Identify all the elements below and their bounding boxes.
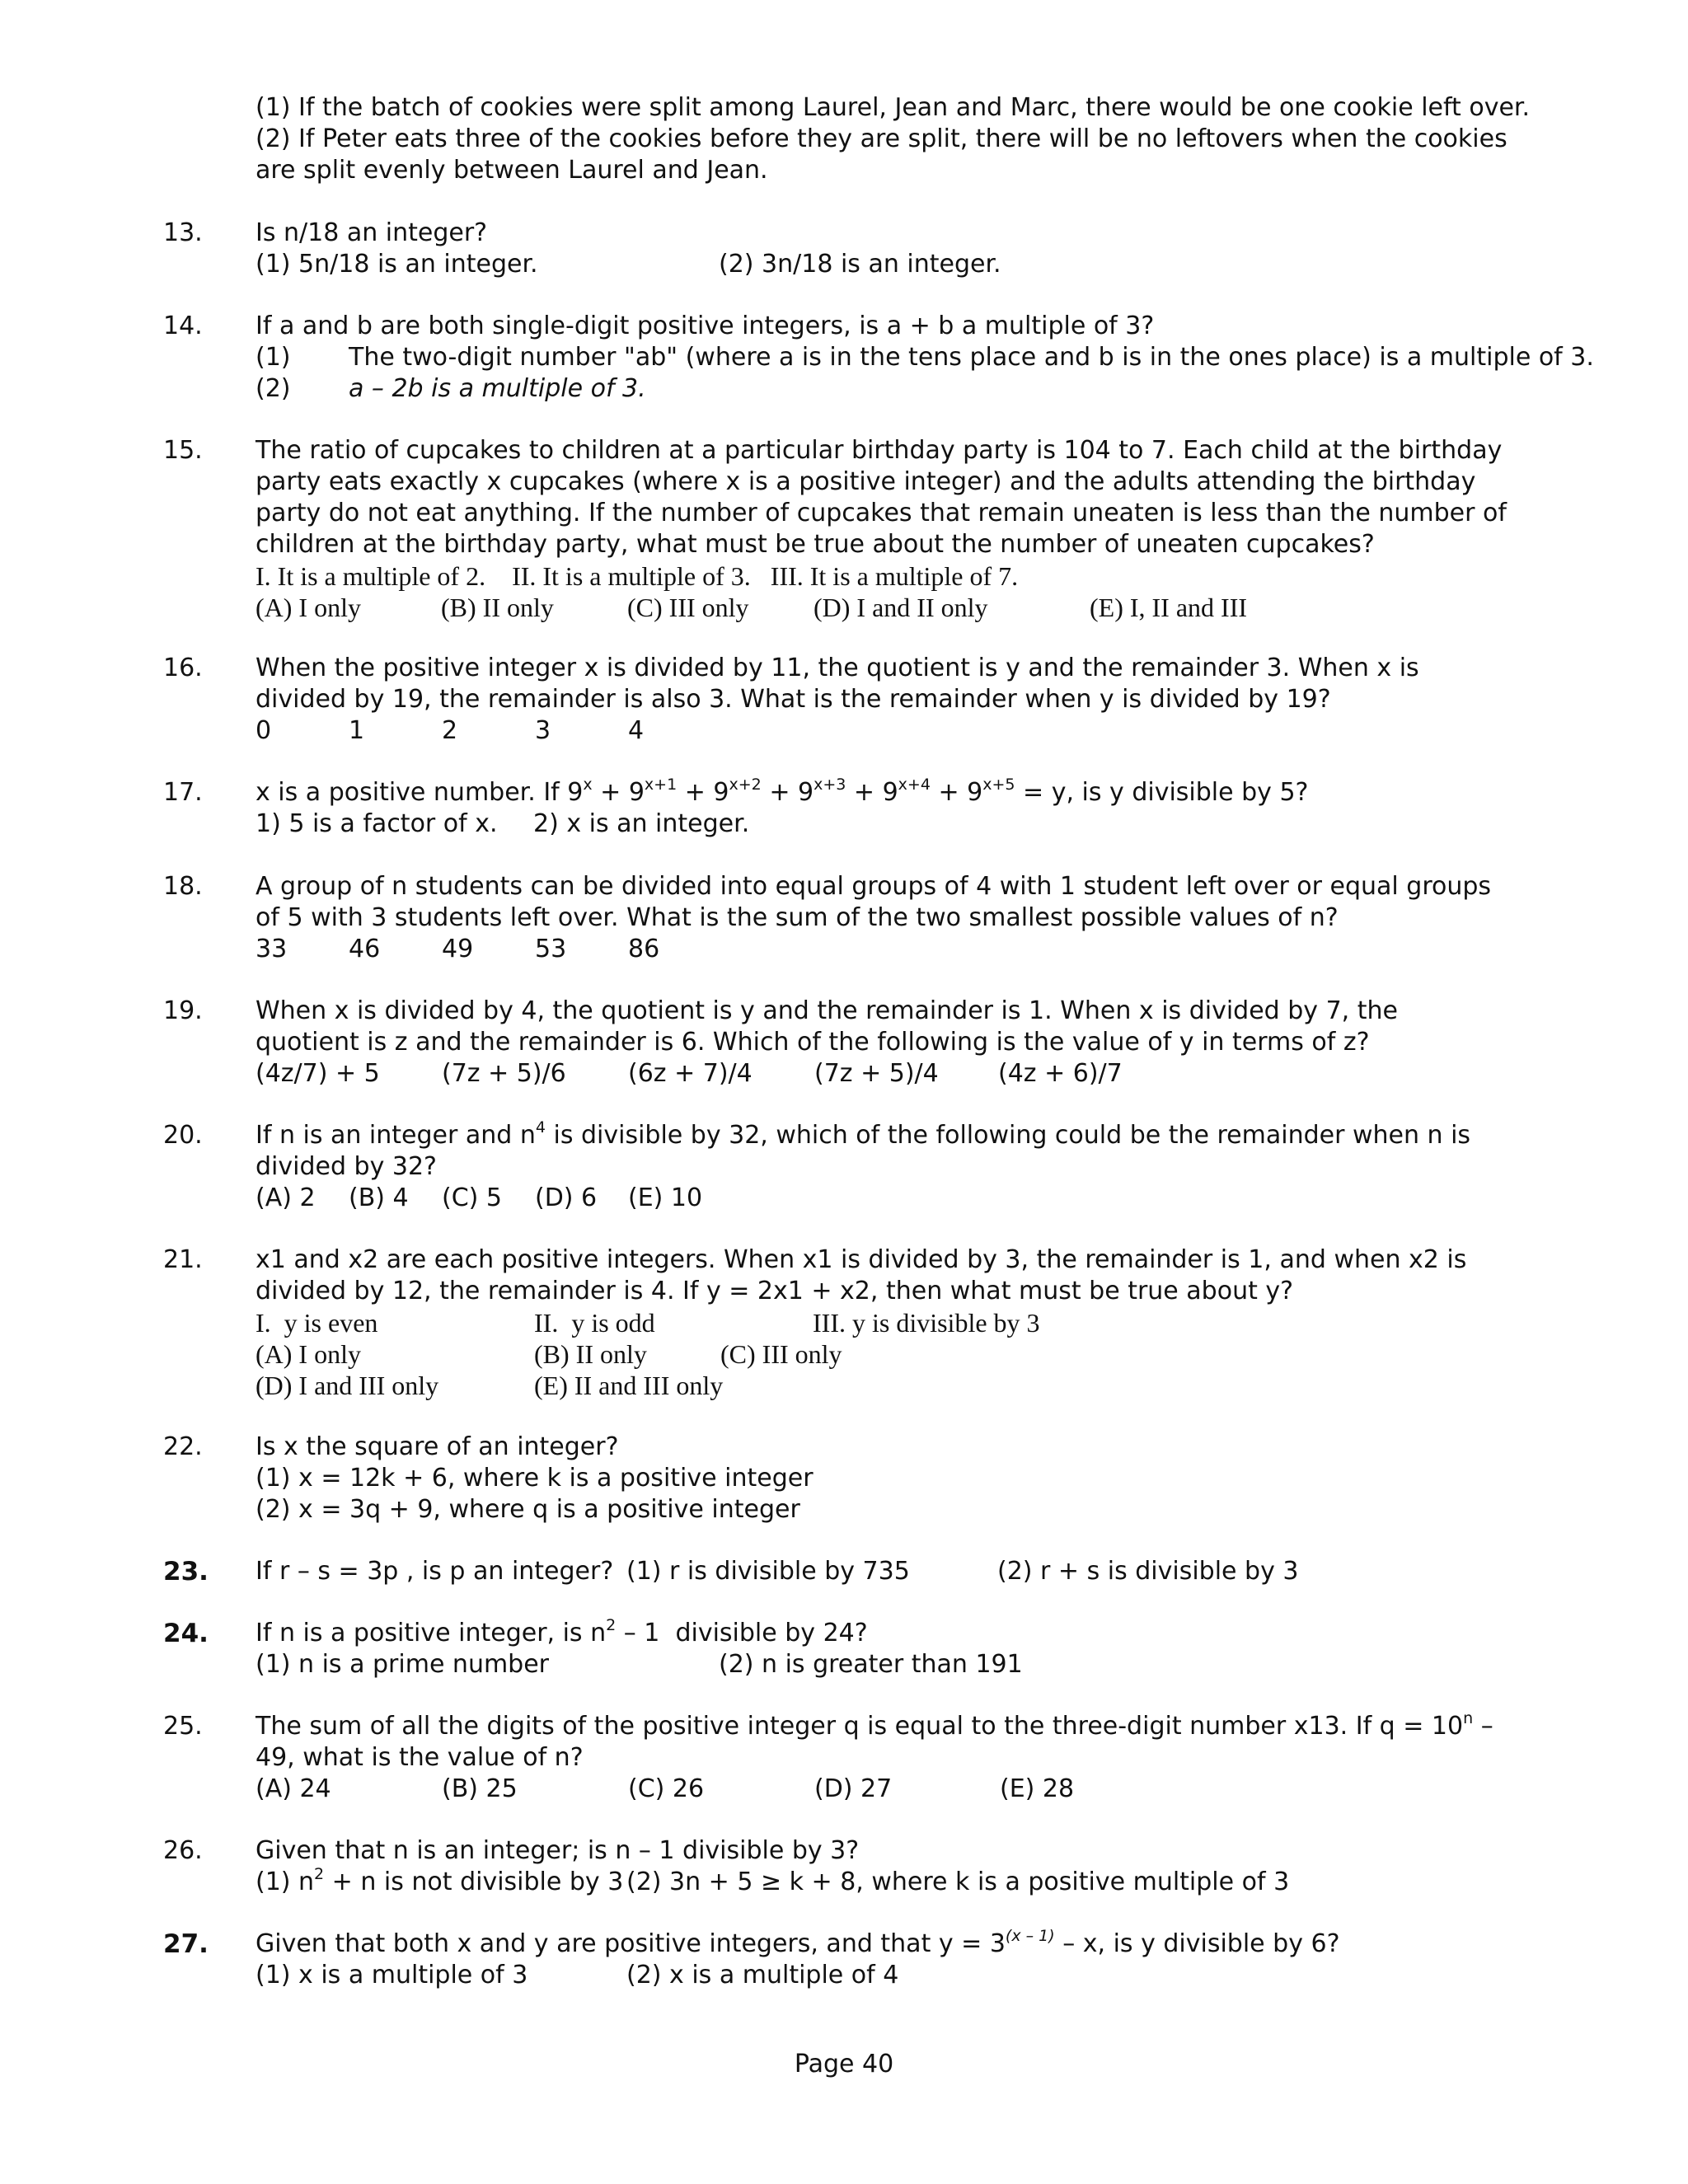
statement-1: (1) n is a prime number [256,1650,550,1679]
statement-2: 2) x is an integer. [533,809,750,838]
page-number: Page 40 [794,2050,894,2079]
choice-c: 2 [442,716,458,745]
choice-e: (E) II and III only [534,1371,724,1400]
statement-i: I. y is even [256,1308,378,1338]
answer-choices [256,1058,1525,1090]
answer-choices [256,1774,1525,1805]
question-18-number: 18. [163,872,203,901]
choice-b: (B) 4 [349,1183,409,1212]
choice-e: 86 [628,935,660,963]
question-15-number: 15. [163,436,203,465]
choice-b: (B) 25 [442,1774,518,1803]
choice-d: 53 [535,935,567,963]
statement-2: (2) x = 3q + 9, where q is a positive integer [256,1495,800,1524]
statement-1: (1) x is a multiple of 3 [256,1961,528,1990]
answer-choices [256,934,1525,965]
question-text: x is a positive number. If $9^x + 9^{x+1} + 9^{x+2} + 9^{x+3} + 9^{x+4} + 9^{x+5} = y$, is y divisible by 5? [256,776,1309,807]
answer-choices [256,1183,1525,1214]
question-17-number: 17. [163,778,203,807]
statement-2: (2) If Peter eats three of the cookies before they are split, there will be no leftovers when the cookies are split evenly between Laurel and Jean. [256,124,1507,185]
question-23-number: 23. [163,1557,209,1586]
roman-statements [256,1307,1525,1338]
statement-1: (1) r is divisible by 735 [626,1557,910,1586]
choice-d: (D) I and II only [814,593,988,622]
question-17 [256,777,1525,840]
statement-2: (2) r + s is divisible by 3 [997,1557,1299,1586]
question-26-number: 26. [163,1836,203,1865]
question-14-number: 14. [163,312,203,340]
question-27 [256,1929,1525,1991]
question-text: x1 and x2 are each positive integers. When x1 is divided by 3, the remainder is 1, and when x2 is divided by 12, the remainder is 4. If y = 2x1 + x2, then what must be true about y? [256,1245,1467,1305]
statement-2: (2) n is greater than 191 [719,1650,1023,1679]
statement-1: The two-digit number "ab" (where a is in the tens place and b is in the ones place) is a multiple of 3. [349,343,1594,372]
statement-1: (1) $n^2 + n$ is not divisible by 3 [256,1865,624,1896]
choice-c: (C) III only [720,1339,842,1369]
question-text: If a and b are both single-digit positive integers, is a + b a multiple of 3? [256,312,1155,340]
choice-a: (A) 24 [256,1774,331,1803]
question-22-number: 22. [163,1432,203,1461]
choice-b: (B) II only [534,1339,647,1369]
question-text: Is n/18 an integer? [256,218,488,247]
question-16-number: 16. [163,654,203,682]
choice-d: (7z + 5)/4 [814,1059,939,1088]
question-text: The sum of all the digits of the positive integer q is equal to the three-digit number x13. If $q = 10^n - 49$, what is the value of n? [256,1709,1493,1772]
answer-choices [256,592,1525,623]
statement-2: (2) x is a multiple of 4 [626,1961,899,1990]
choice-b: 1 [349,716,365,745]
roman-statements: I. It is a multiple of 2. II. It is a multiple of 3. III. It is a multiple of 7. [256,561,1019,591]
question-text: Is x the square of an integer? [256,1432,619,1461]
question-13-number: 13. [163,218,203,247]
choice-b: 46 [349,935,381,963]
choice-c: (C) III only [627,593,749,622]
choice-d: (D) 27 [814,1774,893,1803]
statement-2: (2) 3n/18 is an integer. [719,250,1001,279]
question-text: Given that n is an integer; is n – 1 divisible by 3? [256,1836,860,1865]
choice-c: (6z + 7)/4 [628,1059,753,1088]
choice-b: (B) II only [441,593,554,622]
question-21-number: 21. [163,1245,203,1274]
statement-1-number: (1) [256,343,291,372]
choice-c: 49 [442,935,474,963]
question-23 [256,1556,1525,1587]
choice-c: (C) 26 [628,1774,705,1803]
question-text: If n is an integer and $n^4$ is divisible by 32, which of the following could be the remainder when n is divided by 32? [256,1118,1471,1181]
question-16 [256,653,1525,747]
choice-a: 33 [256,935,288,963]
statement-2: (2) 3n + 5 ≥ k + 8, where k is a positive multiple of 3 [626,1868,1290,1896]
question-text: The ratio of cupcakes to children at a particular birthday party is 104 to 7. Each child at the birthday party eats exactly x cupcakes (where x is a positive integer) and the adults attending the birthday party do not eat anything. If the number of cupcakes that remain uneaten is less than the number of children at the birthday party, what must be true about the number of uneaten cupcakes? [256,436,1507,559]
statement-1: 1) 5 is a factor of x. [256,809,498,838]
statement-1: (1) 5n/18 is an integer. [256,250,538,279]
choice-d: (D) I and III only [256,1371,439,1400]
question-24-number: 24. [163,1619,209,1648]
question-text: A group of n students can be divided into equal groups of 4 with 1 student left over or equal groups of 5 with 3 students left over. What is the sum of the two smallest possible values of n? [256,872,1492,932]
choice-a: (A) 2 [256,1183,316,1212]
question-text: If n is a positive integer, is $n^2 - 1$ divisible by 24? [256,1616,868,1647]
choice-b: (7z + 5)/6 [442,1059,566,1088]
question-27-number: 27. [163,1929,209,1959]
choice-c: (C) 5 [442,1183,502,1212]
question-18 [256,871,1525,965]
question-12-statements [256,92,1531,186]
question-13 [256,218,1525,280]
question-15 [256,435,1525,623]
choice-d: (D) 6 [535,1183,598,1212]
choice-a: (A) I only [256,593,361,622]
choice-e: 4 [628,716,645,745]
question-text: When x is divided by 4, the quotient is y and the remainder is 1. When x is divided by 7, the quotient is z and the remainder is 6. Which of the following is the value of y in terms of z? [256,996,1398,1057]
choice-e: (E) 10 [628,1183,703,1212]
question-text: Given that both x and y are positive integers, and that $y = 3^{(x - 1)} - x$, is y divisible by 6? [256,1927,1340,1958]
choice-a: (4z/7) + 5 [256,1059,380,1088]
choice-e: (E) 28 [1000,1774,1075,1803]
statement-1: (1) If the batch of cookies were split among Laurel, Jean and Marc, there would be one cookie left over. [256,93,1531,122]
choice-e: (4z + 6)/7 [998,1059,1123,1088]
choice-d: 3 [535,716,551,745]
statement-2: a – 2b is a multiple of 3. [349,374,646,403]
question-25-number: 25. [163,1712,203,1741]
statement-iii: III. y is divisible by 3 [813,1308,1040,1338]
question-26 [256,1835,1525,1898]
question-24 [256,1618,1525,1680]
choice-a: (A) I only [256,1339,361,1369]
question-text: When the positive integer x is divided by 11, the quotient is y and the remainder 3. When x is divided by 19, the remainder is also 3. What is the remainder when y is divided by 19? [256,654,1419,714]
question-25 [256,1711,1525,1805]
question-20-number: 20. [163,1121,203,1150]
question-22 [256,1432,1525,1526]
question-text: If r – s = 3p , is p an integer? [256,1557,614,1586]
question-14 [256,311,1594,405]
question-19 [256,996,1525,1090]
statement-ii: II. y is odd [534,1308,655,1338]
question-20 [256,1120,1525,1214]
choice-a: 0 [256,716,272,745]
question-19-number: 19. [163,996,203,1025]
statement-1: (1) x = 12k + 6, where k is a positive integer [256,1464,814,1493]
answer-choices [256,715,1525,747]
statement-2-number: (2) [256,374,291,403]
question-21 [256,1244,1525,1401]
choice-e: (E) I, II and III [1090,593,1247,622]
